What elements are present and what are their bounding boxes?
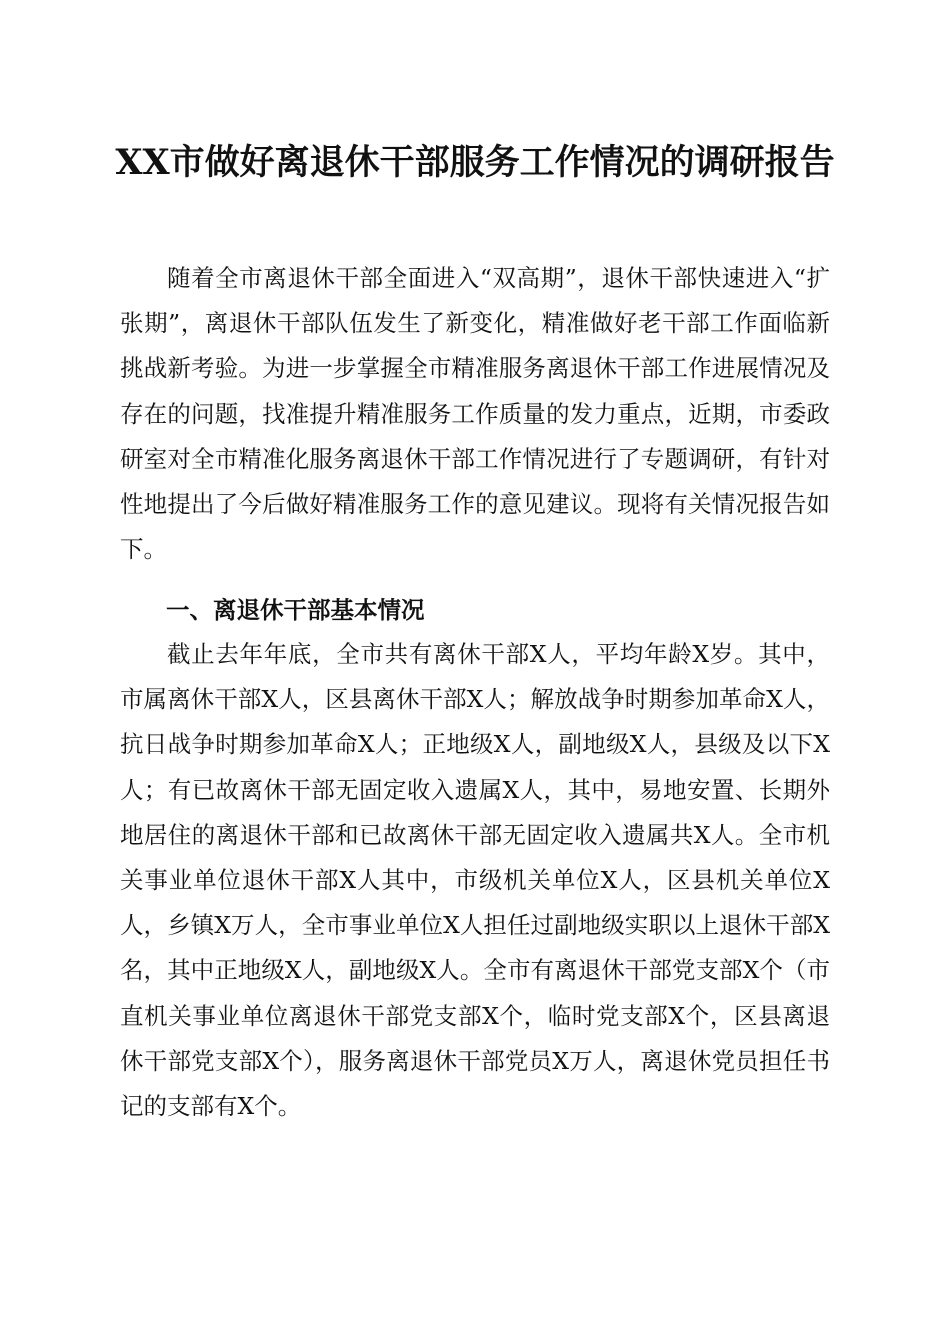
intro-paragraph: 随着全市离退休干部全面进入“双高期”，退休干部快速进入“扩张期”，离退休干部队伍发生了新变化，精准做好老干部工作面临新挑战新考验。为进一步掌握全市精准服务离退休干部工作进展情况及存在的问题，找准提升精准服务工作质量的发力重点，近期，市委政研室对全市精准化服务离退休干部工作情况进行了专题调研，有针对性地提出了今后做好精准服务工作的意见建议。现将有关情况报告如下。 (120, 264, 830, 564)
section-1-paragraph: 截止去年年底，全市共有离休干部X人，平均年龄X岁。其中，市属离休干部X人，区县离休干部X人；解放战争时期参加革命X人，抗日战争时期参加革命X人；正地级X人，副地级X人，县级及以下X人；有已故离休干部无固定收入遗属X人，其中，易地安置、长期外地居住的离退休干部和已故离休干部无固定收入遗属共X人。全市机关事业单位退休干部X人其中，市级机关单位X人，区县机关单位X人，乡镇X万人，全市事业单位X人担任过副地级实职以上退休干部X名，其中正地级X人，副地级X人。全市有离退休干部党支部X个（市直机关事业单位离退休干部党支部X个，临时党支部X个，区县离退休干部党支部X个），服务离退休干部党员X万人，离退休党员担任书记的支部有X个。 (120, 640, 830, 1121)
document-title: XX市做好离退休干部服务工作情况的调研报告 (115, 142, 835, 183)
section-1-heading: 一、离退休干部基本情况 (166, 596, 425, 624)
